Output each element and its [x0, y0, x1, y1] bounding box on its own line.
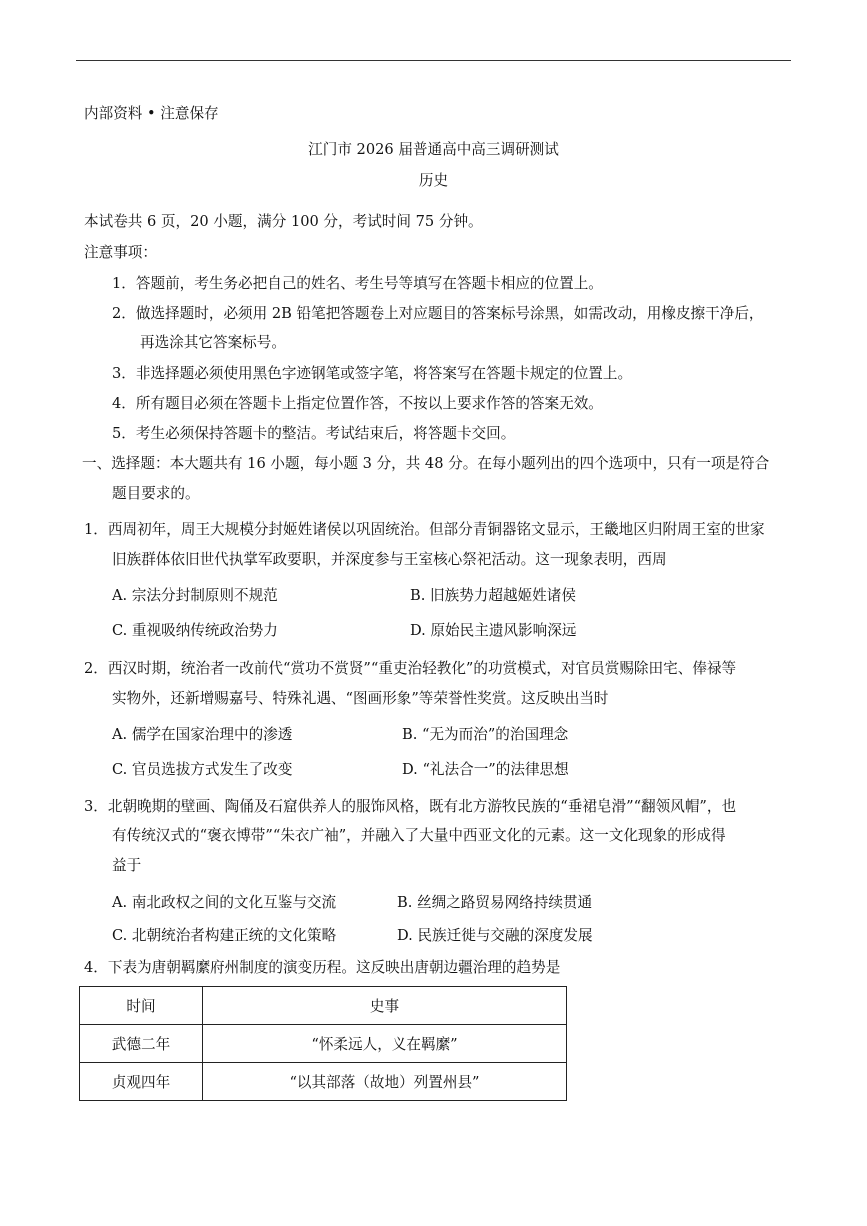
section-heading-continued: 题目要求的。 — [112, 485, 200, 502]
notice-item: 4．所有题目必须在答题卡上指定位置作答，不按以上要求作答的答案无效。 — [112, 395, 603, 412]
table-cell-time: 贞观四年 — [80, 1063, 203, 1101]
exam-summary: 本试卷共 6 页，20 小题，满分 100 分，考试时间 75 分钟。 — [84, 213, 483, 230]
table-cell-event: “以其部落（故地）列置州县” — [203, 1063, 567, 1101]
question-3-option-d: D. 民族迁徙与交融的深度发展 — [397, 927, 593, 944]
question-2-option-c: C. 官员选拔方式发生了改变 — [112, 761, 293, 778]
exam-title: 江门市 2026 届普通高中高三调研测试 — [308, 141, 559, 158]
question-3-option-c: C. 北朝统治者构建正统的文化策略 — [112, 927, 337, 944]
question-1-option-c: C. 重视吸纳传统政治势力 — [112, 622, 278, 639]
question-1-line: 1．西周初年，周王大规模分封姬姓诸侯以巩固统治。但部分青铜器铭文显示，王畿地区归附周王室的世家 — [84, 521, 765, 538]
question-3-line: 有传统汉式的“褒衣博带”“朱衣广袖”，并融入了大量中西亚文化的元素。这一文化现象的形成得 — [112, 827, 726, 844]
question-2-option-a: A. 儒学在国家治理中的渗透 — [112, 726, 293, 743]
header-rule — [76, 60, 791, 61]
history-table — [79, 986, 567, 1101]
question-3-line: 3．北朝晚期的壁画、陶俑及石窟供养人的服饰风格，既有北方游牧民族的“垂裙皂滑”“翻领风帽”，也 — [84, 798, 737, 815]
table-row — [80, 1063, 567, 1101]
question-3-line: 益于 — [112, 857, 142, 874]
question-2-option-d: D. “礼法合一”的法律思想 — [402, 761, 569, 778]
question-1-line: 旧族群体依旧世代执掌军政要职，并深度参与王室核心祭祀活动。这一现象表明，西周 — [112, 551, 667, 568]
question-3-option-a: A. 南北政权之间的文化互鉴与交流 — [112, 894, 337, 911]
table-header-event: 史事 — [203, 987, 567, 1025]
table-header-row — [80, 987, 567, 1025]
table-cell-time: 武德二年 — [80, 1025, 203, 1063]
question-2-line: 实物外，还新增赐嘉号、特殊礼遇、“图画形象”等荣誉性奖赏。这反映出当时 — [112, 690, 609, 707]
question-2-line: 2．西汉时期，统治者一改前代“赏功不赏贤”“重吏治轻教化”的功赏模式，对官员赏赐除田宅、俸禄等 — [84, 660, 737, 677]
notice-item: 2．做选择题时，必须用 2B 铅笔把答题卷上对应题目的答案标号涂黑，如需改动，用橡皮擦干净后， — [112, 305, 764, 322]
section-heading: 一、选择题：本大题共有 16 小题，每小题 3 分，共 48 分。在每小题列出的四个选项中，只有一项是符合 — [82, 455, 770, 472]
notice-item: 3．非选择题必须使用黑色字迹钢笔或签字笔，将答案写在答题卡规定的位置上。 — [112, 365, 633, 382]
confidential-label: 内部资料 • 注意保存 — [84, 105, 219, 122]
question-1-option-d: D. 原始民主遗风影响深远 — [410, 622, 577, 639]
subject-title: 历史 — [418, 172, 449, 189]
question-4-line: 4．下表为唐朝羁縻府州制度的演变历程。这反映出唐朝边疆治理的趋势是 — [84, 959, 561, 976]
notice-item: 1．答题前，考生务必把自己的姓名、考生号等填写在答题卡相应的位置上。 — [112, 275, 603, 292]
notice-title: 注意事项： — [84, 244, 157, 261]
question-1-option-b: B. 旧族势力超越姬姓诸侯 — [410, 587, 576, 604]
table-row — [80, 1025, 567, 1063]
question-1-option-a: A. 宗法分封制原则不规范 — [112, 587, 278, 604]
notice-item-continued: 再选涂其它答案标号。 — [140, 334, 286, 351]
question-3-option-b: B. 丝绸之路贸易网络持续贯通 — [397, 894, 593, 911]
table-cell-event: “怀柔远人，义在羁縻” — [203, 1025, 567, 1063]
table-header-time: 时间 — [80, 987, 203, 1025]
notice-item: 5．考生必须保持答题卡的整洁。考试结束后，将答题卡交回。 — [112, 425, 516, 442]
question-2-option-b: B. “无为而治”的治国理念 — [402, 726, 569, 743]
